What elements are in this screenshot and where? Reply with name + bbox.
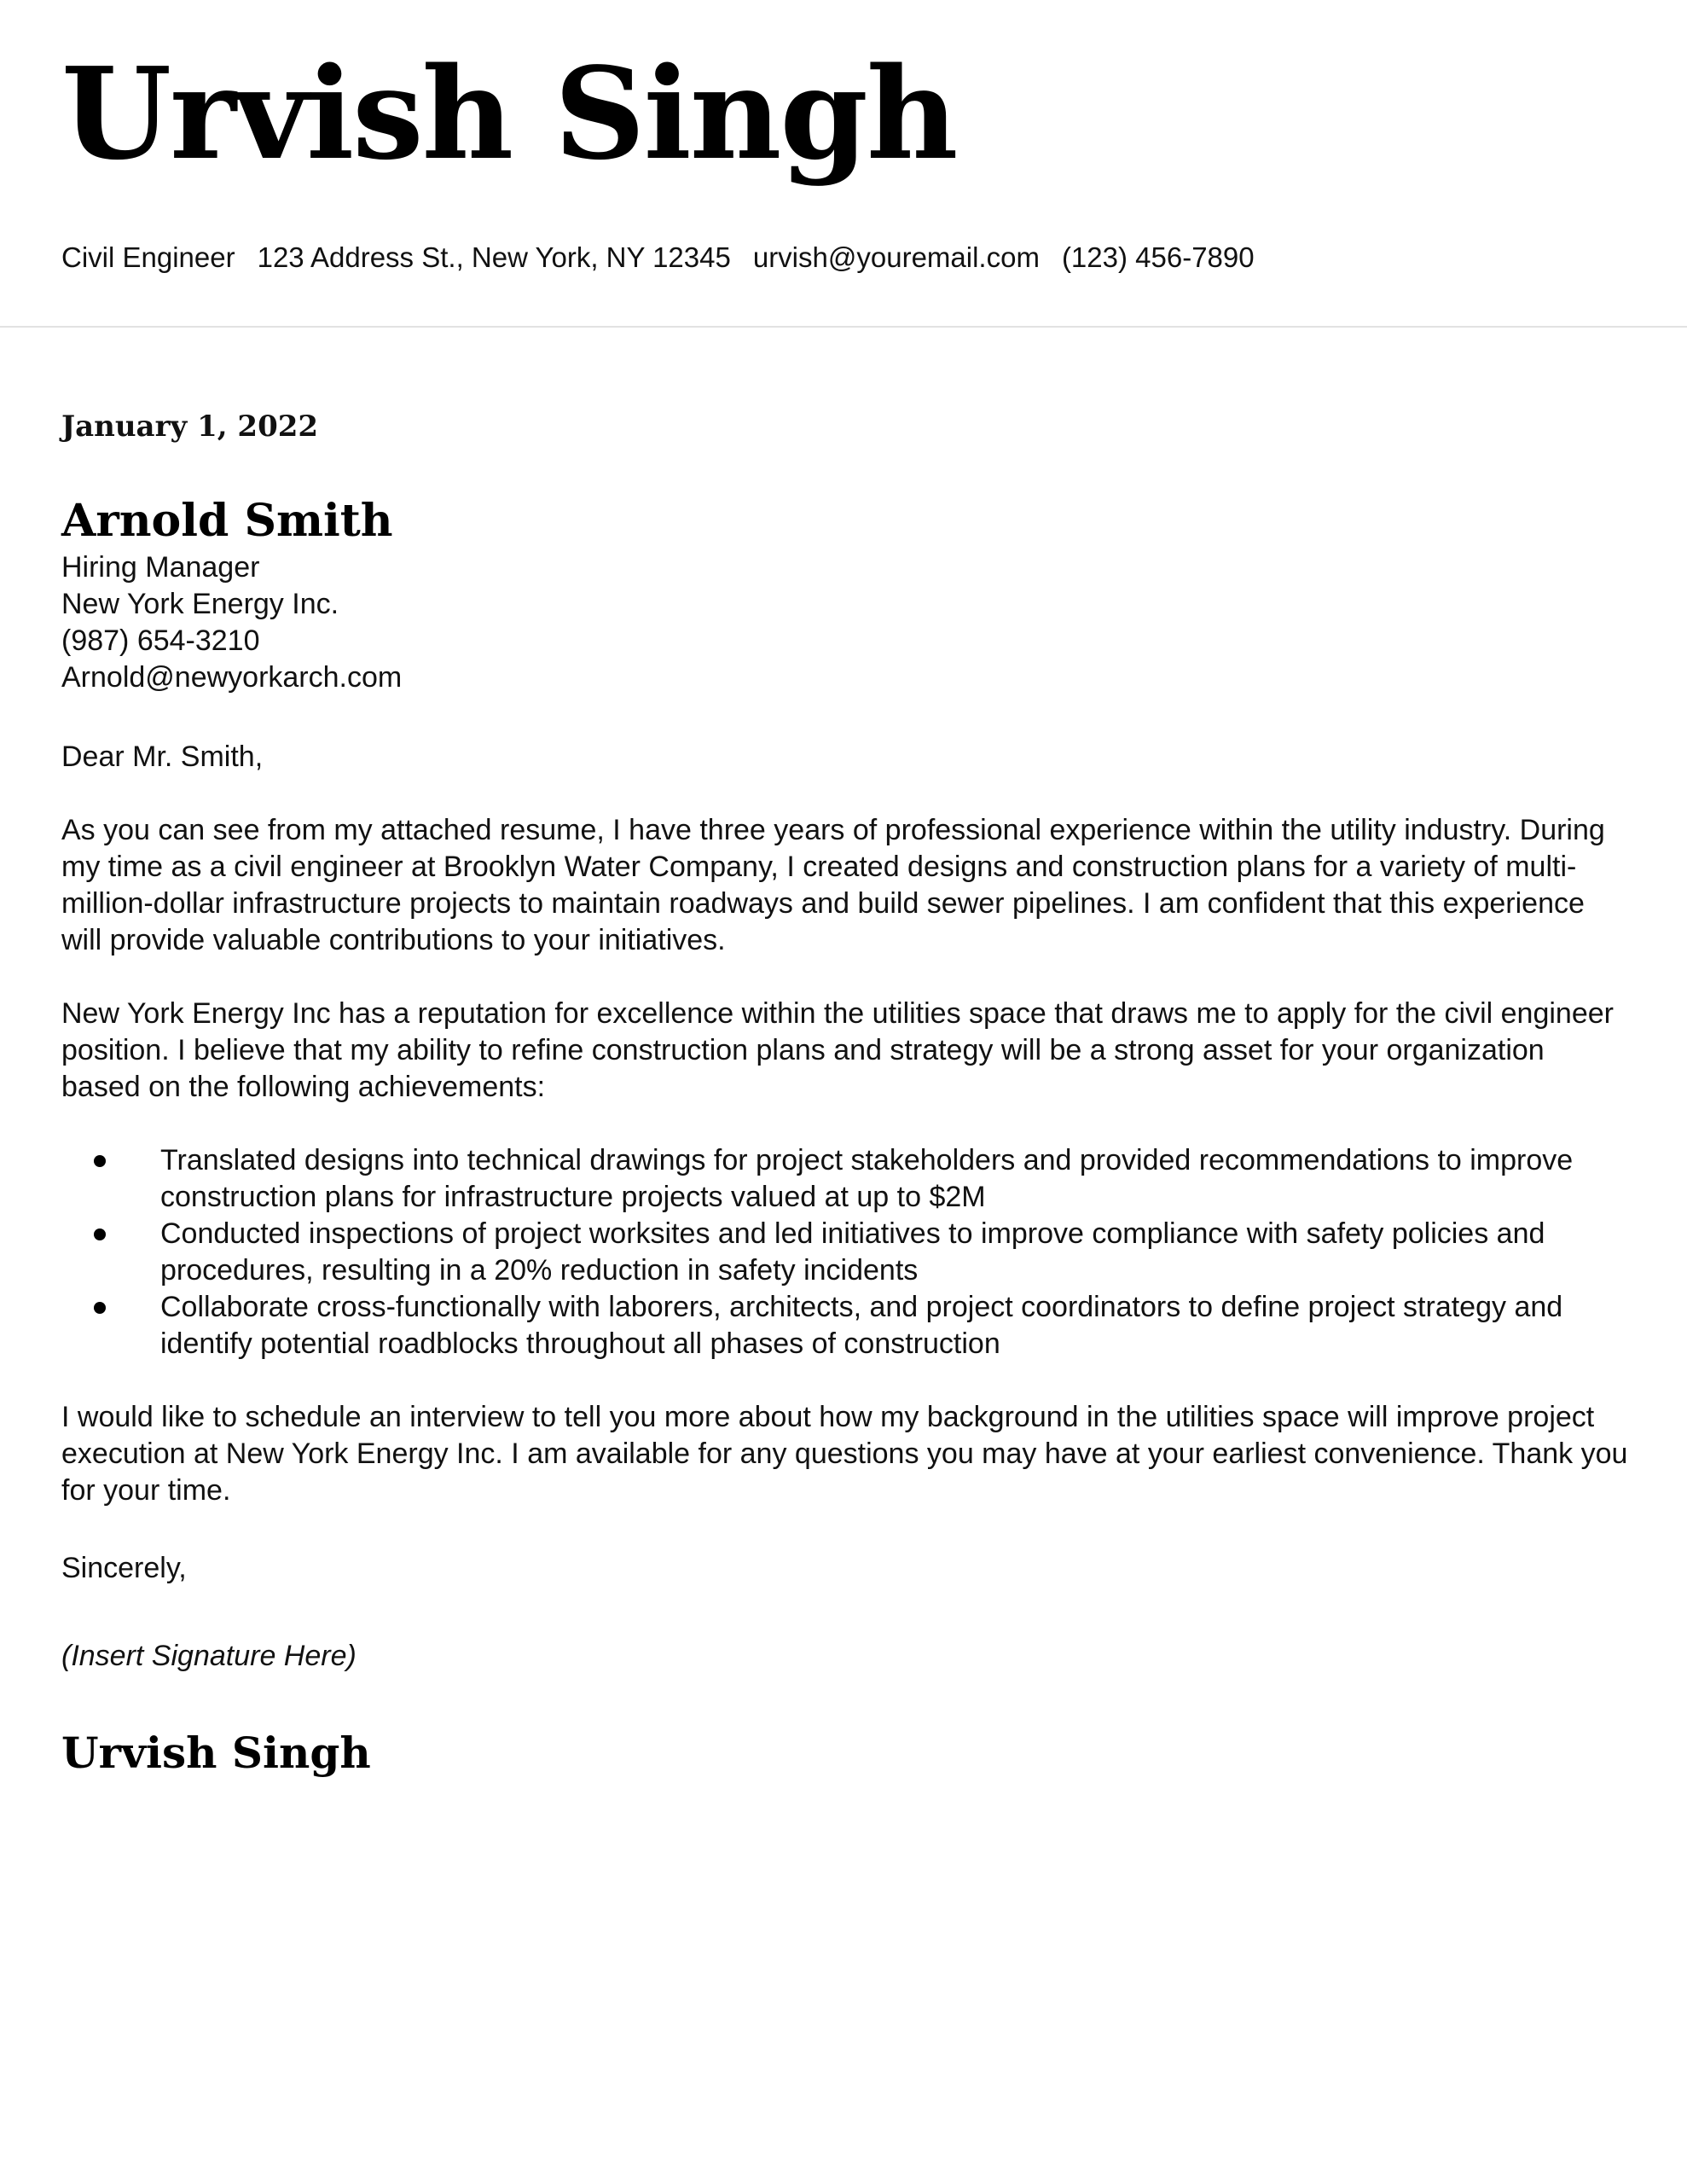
list-item [61,1289,1631,1362]
sender-address: 123 Address St., New York, NY 12345 [257,241,731,273]
recipient-role: Hiring Manager [61,551,260,584]
achievements-list [61,1142,1631,1362]
achievement-text: Collaborate cross-functionally with laborers, architects, and project coordinators to define project strategy and identify potential roadblocks throughout all phases of construction [160,1291,1563,1360]
bullet-icon [94,1228,106,1240]
salutation: Dear Mr. Smith, [61,741,264,773]
paragraph-closing: I would like to schedule an interview to tell you more about how my background in the utilities space will improve project execution at New York Energy Inc. I am available for any questions you may have at your earliest convenience. Thank you for your time. [61,1401,1628,1507]
signature-placeholder: (Insert Signature Here) [61,1640,357,1672]
recipient-email[interactable]: Arnold@newyorkarch.com [61,661,403,694]
letter-header [0,0,1687,328]
signer-name: Urvish Singh [61,1728,371,1778]
achievement-text: Translated designs into technical drawings for project stakeholders and provided recommendations to improve construction plans for infrastructure projects valued at up to $2M [160,1144,1574,1213]
recipient-company: New York Energy Inc. [61,588,339,620]
list-item [61,1216,1631,1289]
recipient-phone[interactable]: (987) 654-3210 [61,624,260,657]
sender-name: Urvish Singh [61,39,957,188]
list-item [61,1142,1631,1216]
paragraph-motivation: New York Energy Inc has a reputation for excellence within the utilities space that draws me to apply for the civil engineer position. I believe that my ability to refine construction plans and strategy will be a strong asset for your organization based on the following achievements: [61,997,1614,1103]
bullet-icon [94,1155,106,1167]
sender-phone[interactable]: (123) 456-7890 [1061,241,1255,273]
letter-body [61,401,1631,1780]
achievement-text: Conducted inspections of project worksites and led initiatives to improve compliance with safety policies and procedures, resulting in a 20% reduction in safety incidents [160,1217,1545,1287]
contact-line [61,239,1255,276]
paragraph-intro: As you can see from my attached resume, I have three years of professional experience within the utility industry. During my time as a civil engineer at Brooklyn Water Company, I created designs and construction plans for a variety of multi-million-dollar infrastructure projects to maintain roadways and build sewer pipelines. I am confident that this experience will provide valuable contributions to your initiatives. [61,814,1605,956]
sender-title: Civil Engineer [61,241,235,273]
sender-email[interactable]: urvish@youremail.com [752,241,1040,273]
closing: Sincerely, [61,1552,187,1584]
bullet-icon [94,1302,106,1314]
recipient-name: Arnold Smith [61,495,393,547]
letter-date: January 1, 2022 [61,410,319,444]
